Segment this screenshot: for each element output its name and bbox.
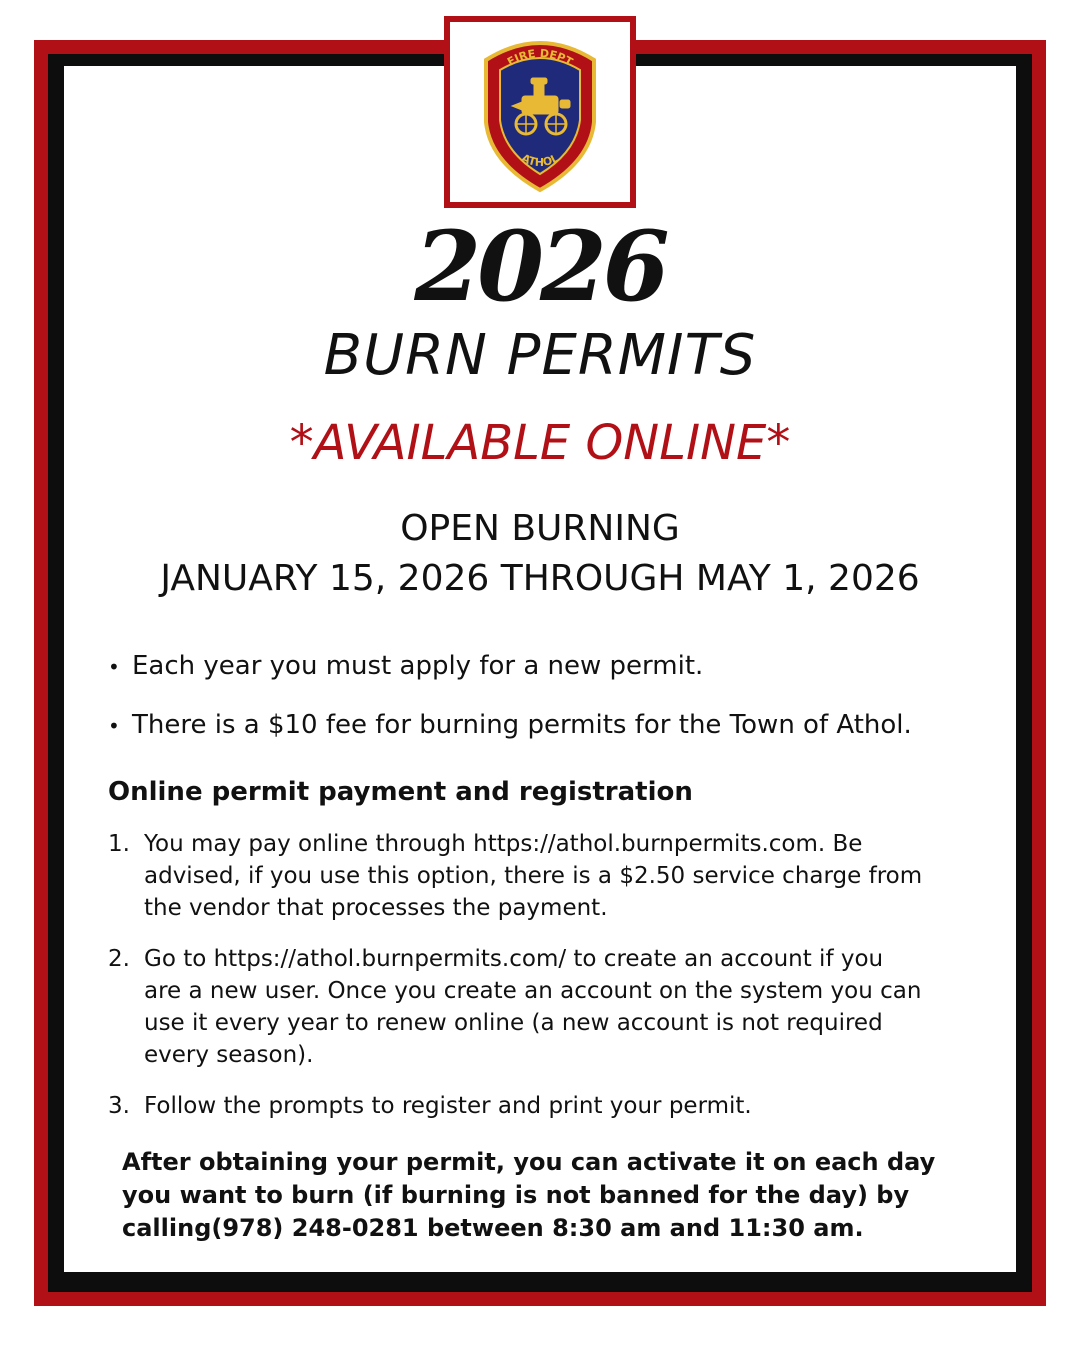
bullet-item — [108, 707, 1008, 744]
year-heading: 2026 — [414, 210, 666, 323]
step-number: 1. — [108, 831, 130, 857]
step-number: 2. — [108, 946, 130, 972]
step-line: every season). — [144, 1042, 314, 1068]
step-number: 3. — [108, 1093, 130, 1119]
step-line: Follow the prompts to register and print your permit. — [144, 1093, 752, 1119]
online-section-title: Online permit payment and registration — [108, 777, 693, 807]
activation-note-line: After obtaining your permit, you can activate it on each day — [122, 1148, 936, 1176]
step-line: advised, if you use this option, there is a $2.50 service charge from — [144, 863, 923, 889]
season-date-range: JANUARY 15, 2026 THROUGH MAY 1, 2026 — [160, 558, 920, 599]
activation-note-line: you want to burn (if burning is not banned for the day) by — [122, 1181, 910, 1209]
step-item — [108, 1090, 988, 1122]
bullet-text: Each year you must apply for a new permit. — [132, 651, 704, 681]
step-line: the vendor that processes the payment. — [144, 895, 608, 921]
badge-bottom-text: ATHOL — [519, 151, 561, 170]
activation-note-line: calling(978) 248-0281 between 8:30 am and 11:30 am. — [122, 1214, 864, 1242]
activation-note — [122, 1146, 962, 1245]
bullet-item — [108, 648, 1008, 685]
page-title: BURN PERMITS — [323, 323, 757, 388]
step-line: use it every year to renew online (a new account is not required — [144, 1010, 883, 1036]
bullet-dot-icon: • — [108, 714, 120, 738]
step-line: You may pay online through https://athol.burnpermits.com. Be — [144, 831, 863, 857]
badge-top-text: FIRE DEPT — [505, 46, 575, 69]
step-line: are a new user. Once you create an account on the system you can — [144, 978, 922, 1004]
step-item — [108, 828, 988, 924]
step-item — [108, 943, 988, 1071]
step-line: Go to https://athol.burnpermits.com/ to create an account if you — [144, 946, 884, 972]
availability-subtitle: *AVAILABLE ONLINE* — [289, 415, 791, 471]
bullet-text: There is a $10 fee for burning permits for the Town of Athol. — [132, 710, 912, 740]
season-label: OPEN BURNING — [400, 508, 680, 549]
bullet-dot-icon: • — [108, 655, 120, 679]
